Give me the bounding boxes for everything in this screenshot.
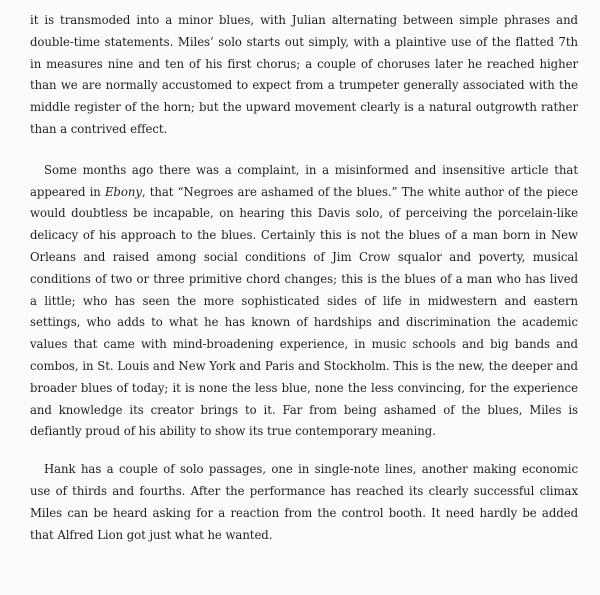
paragraph-3: Hank has a couple of solo passages, one in single-note lines, another making economic use of thirds and fourths. After the performance has reached its clearly successful climax Miles can be heard asking for a reaction from the control booth. It need hardly be added that Alfred Lion got just what he wanted.: [30, 462, 578, 542]
paragraph-2-text-after: , that “Negroes are ashamed of the blues.” The white author of the piece would doubtless be incapable, on hearing this Davis solo, of perceiving the porcelain-like delicacy of his approach to the blues. Certainly this is not the blues of a man born in New Orleans and raised among social conditions of Jim Crow squalor and poverty, musical conditions of two or three primitive chord changes; this is the blues of a man who has lived a little; who has seen the more sophisticated sides of life in midwestern and eastern settings, who adds to what he has known of hardships and discrimination the academic values that came with mind-broadening experience, in music schools and big bands and combos, in St. Louis and New York and Paris and Stockholm. This is the new, the deeper and broader blues of today; it is none the less blue, none the less convincing, for the experience and knowledge its creator brings to it. Far from being ashamed of the blues, Miles is defiantly proud of his ability to show its true contemporary meaning.: [30, 184, 578, 439]
paragraph-1: it is transmoded into a minor blues, with Julian alternating between simple phrases and double-time statements. Miles’ solo starts out simply, with a plaintive use of the flatted 7th in measures nine and ten of his first chorus; a couple of choruses later he reached higher than we are normally accustomed to expect from a trumpeter generally associated with the middle register of the horn; but the upward movement clearly is a natural outgrowth rather than a contrived effect.: [30, 13, 578, 136]
paragraph-2-text-before: Some months ago there was a complaint, in a misinformed and insensitive article that appeared in: [30, 162, 578, 199]
magazine-title: Ebony: [104, 184, 142, 199]
liner-notes-page: [30, 10, 578, 546]
paragraph-2: [30, 160, 578, 443]
